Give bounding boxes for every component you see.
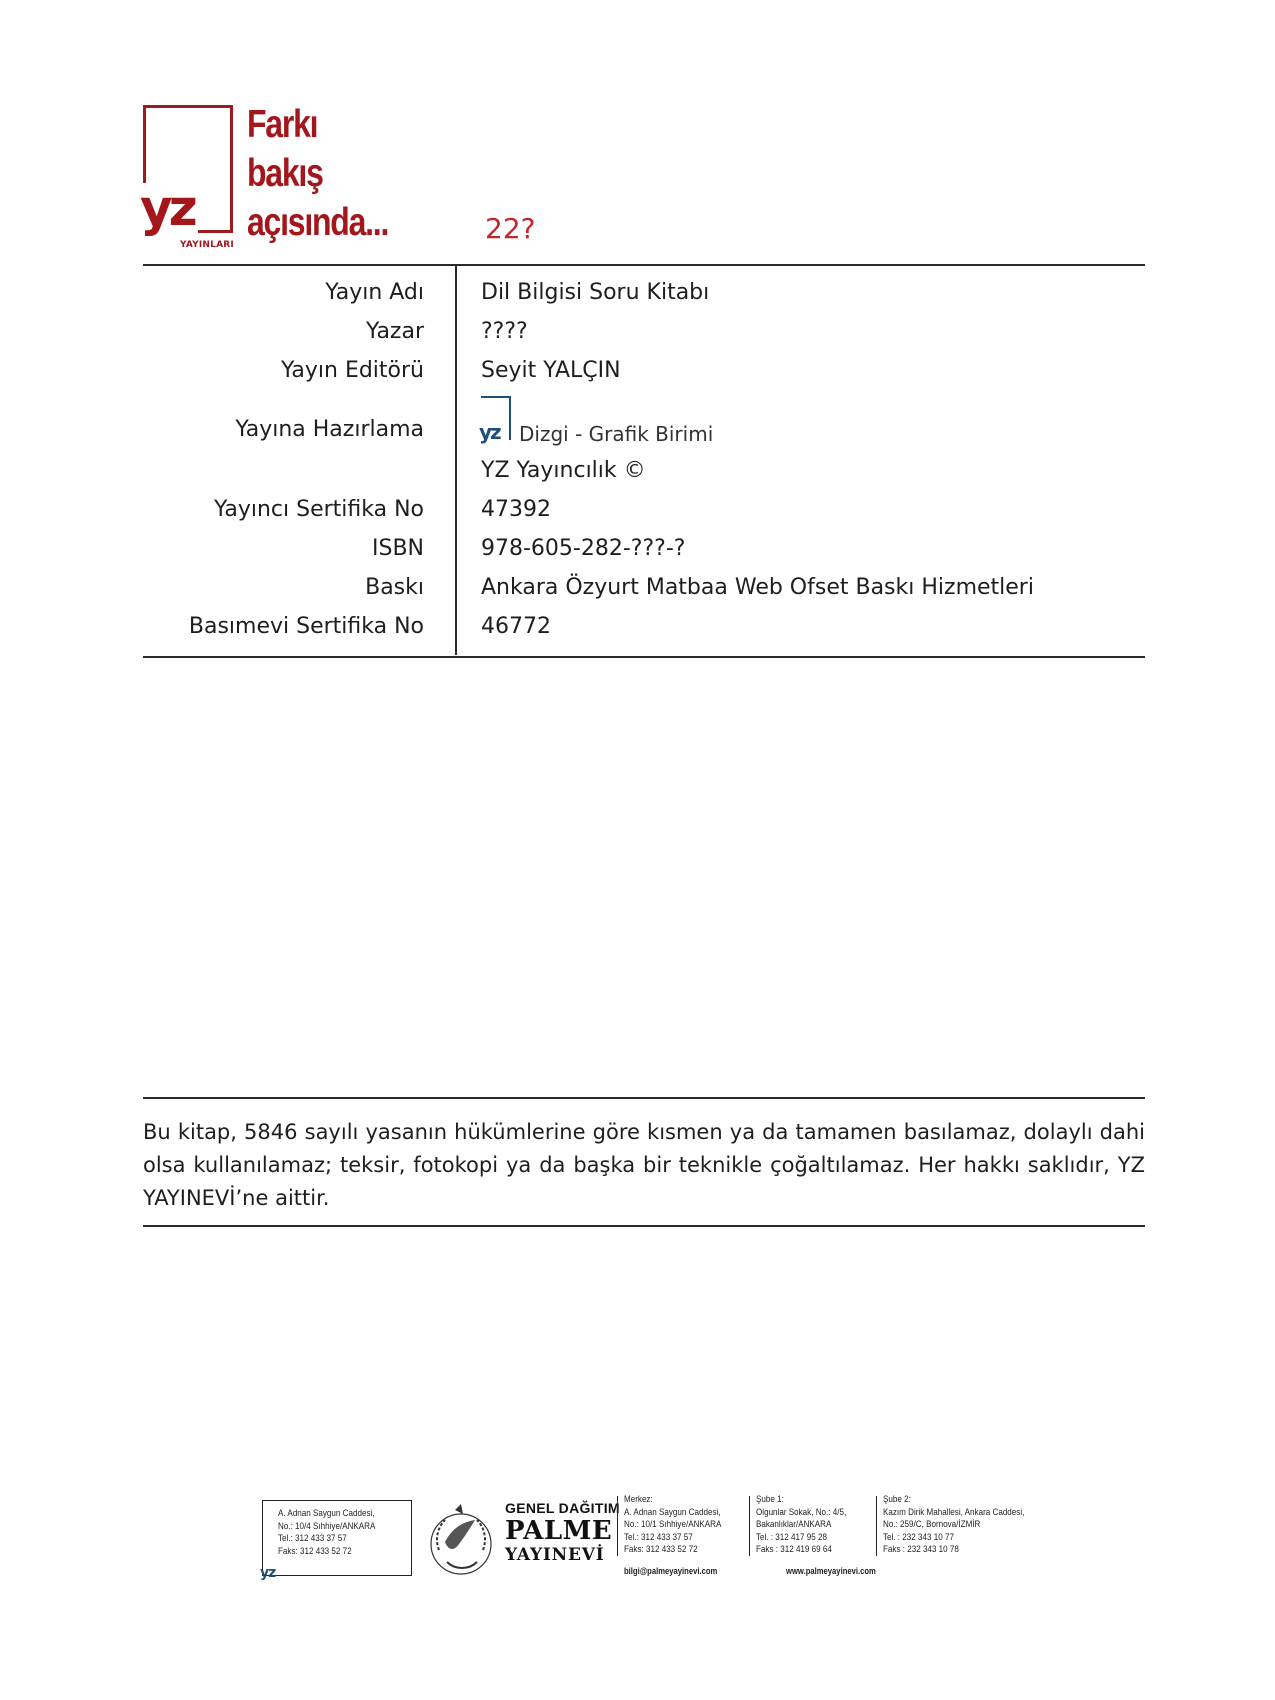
label-baski: Baskı xyxy=(365,575,424,600)
branch-line: Faks : 232 343 10 78 xyxy=(883,1544,959,1555)
branch-line: Kazım Dirik Mahallesi, Ankara Caddesi, xyxy=(883,1506,1025,1518)
branch-line: Faks : 312 419 69 64 xyxy=(756,1544,832,1555)
branch-line: Faks: 312 433 52 72 xyxy=(624,1544,698,1555)
table-column-divider xyxy=(455,265,457,655)
footer-email: bilgi@palmeyayinevi.com xyxy=(624,1566,718,1576)
branch-line: Tel. : 232 343 10 77 xyxy=(883,1531,954,1543)
copyright-top-divider xyxy=(143,1097,1145,1099)
distributor-line1: GENEL DAĞITIM xyxy=(505,1500,620,1516)
distributor-line3: YAYINEVİ xyxy=(505,1545,605,1565)
value-yayin-editoru: Seyit YALÇIN xyxy=(481,358,621,383)
label-yayin-editoru: Yayın Editörü xyxy=(280,358,424,383)
slogan-line: açısında... xyxy=(247,201,389,244)
slogan-line: bakış xyxy=(247,152,323,195)
branch-line: Bakanlıklar/ANKARA xyxy=(756,1519,832,1530)
value-yayinci-sertifika: 47392 xyxy=(481,497,551,522)
branch-title: Şube 1: xyxy=(756,1494,784,1505)
distributor-name: PALME xyxy=(505,1516,613,1546)
value-basimevi-sertifika: 46772 xyxy=(481,614,551,639)
palme-emblem-icon xyxy=(425,1500,497,1580)
branch-line: A. Adnan Saygun Caddesi, xyxy=(624,1506,721,1518)
footer-website: www.palmeyayinevi.com xyxy=(786,1566,876,1576)
branch-sube-2 xyxy=(883,1494,1049,1557)
branch-line: No.: 259/C, Bornova/İZMİR xyxy=(883,1519,981,1530)
value-yazar: ???? xyxy=(481,319,528,344)
value-copyright-holder: YZ Yayıncılık © xyxy=(481,458,646,483)
book-code: 22? xyxy=(485,212,536,245)
publisher-logo-subtext: YAYINLARI xyxy=(180,240,234,250)
mini-logo: yz xyxy=(479,420,500,444)
copyright-bottom-divider xyxy=(143,1225,1145,1227)
branch-line: Tel. : 312 417 95 28 xyxy=(756,1531,827,1543)
value-yayin-adi: Dil Bilgisi Soru Kitabı xyxy=(481,280,710,305)
footer-divider xyxy=(876,1496,877,1556)
label-yayina-hazirlama: Yayına Hazırlama xyxy=(235,417,424,442)
label-yayin-adi: Yayın Adı xyxy=(325,280,424,305)
branch-line: No.: 10/1 Sıhhiye/ANKARA xyxy=(624,1519,722,1530)
distributor-block xyxy=(505,1500,620,1564)
slogan-line: Farkı xyxy=(247,103,318,146)
label-yazar: Yazar xyxy=(366,319,424,344)
address-line: A. Adnan Saygun Caddesi, xyxy=(278,1508,375,1519)
footer-divider xyxy=(749,1496,750,1556)
table-bottom-divider xyxy=(143,656,1145,658)
copyright-notice: Bu kitap, 5846 sayılı yasanın hükümlerine göre kısmen ya da tamamen basılamaz, dolaylı dahi olsa kullanılamaz; teksir, fotokopi ya da başka bir teknikle çoğaltılamaz. Her hakkı saklıdır, YZ YAYINEVİ’ne aittir. xyxy=(143,1120,1145,1210)
table-top-divider xyxy=(143,264,1145,266)
branch-sube-1 xyxy=(756,1494,862,1557)
value-baski: Ankara Özyurt Matbaa Web Ofset Baskı Hizmetleri xyxy=(481,575,1034,600)
value-isbn: 978-605-282-???-? xyxy=(481,536,686,561)
branch-line: Olgunlar Sokak, No.: 4/5, xyxy=(756,1506,847,1518)
address-line: Faks: 312 433 52 72 xyxy=(278,1545,352,1557)
branch-line: Tel.: 312 433 37 57 xyxy=(624,1531,693,1543)
branch-title: Merkez: xyxy=(624,1494,653,1505)
footer-divider xyxy=(617,1496,618,1556)
address-line: Tel.: 312 433 37 57 xyxy=(278,1533,347,1544)
publisher-logo: yz xyxy=(140,183,198,233)
label-isbn: ISBN xyxy=(371,536,424,561)
label-yayinci-sertifika: Yayıncı Sertifika No xyxy=(213,497,424,522)
slogan xyxy=(247,100,388,247)
value-yayina-hazirlama: Dizgi - Grafik Birimi xyxy=(519,422,714,446)
footer-yz-logo: yz xyxy=(260,1565,276,1581)
address-line: No.: 10/4 Sıhhiye/ANKARA xyxy=(278,1520,376,1532)
label-basimevi-sertifika: Basımevi Sertifika No xyxy=(188,614,424,639)
branch-title: Şube 2: xyxy=(883,1494,911,1505)
branch-merkez xyxy=(624,1494,739,1557)
yz-address xyxy=(278,1508,393,1558)
